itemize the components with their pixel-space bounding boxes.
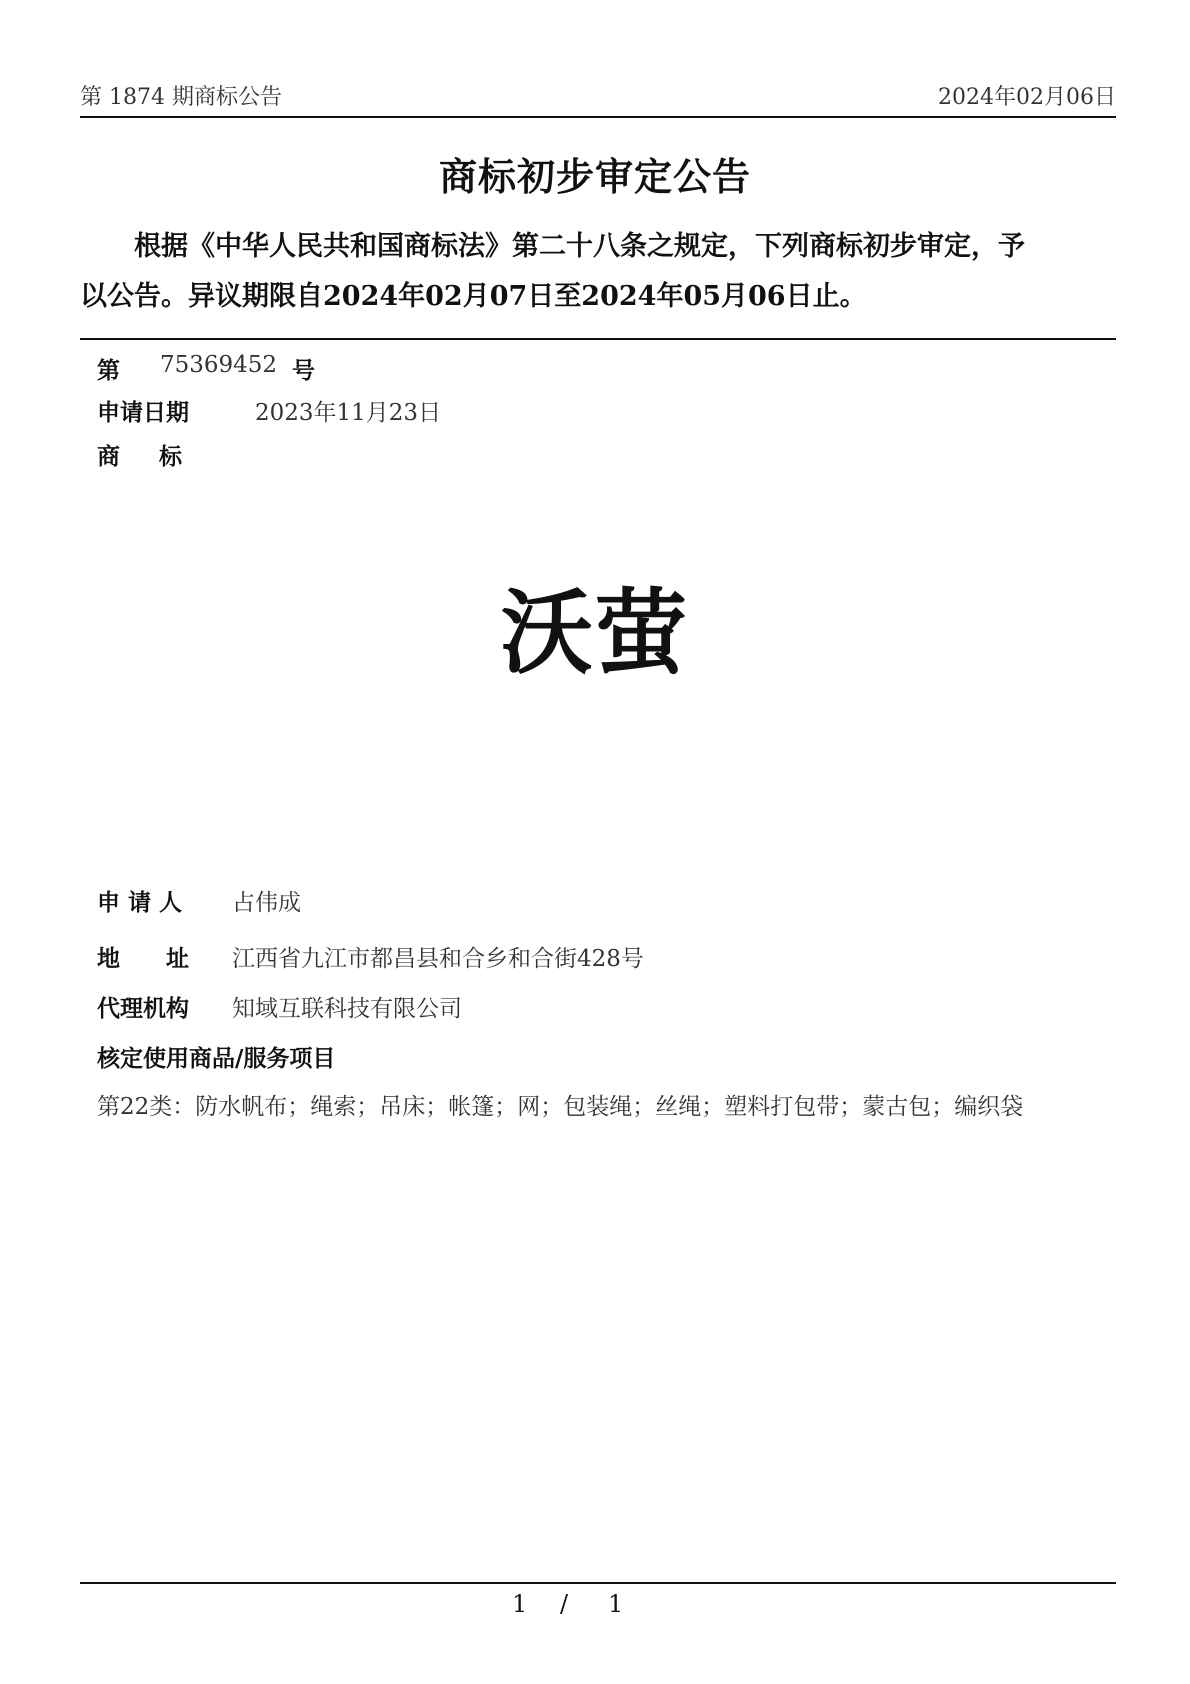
intro-paragraph — [80, 222, 1116, 322]
page-title: 商标初步审定公告 — [438, 154, 751, 199]
header-rule — [80, 116, 1116, 118]
number-prefix: 第 — [97, 357, 120, 384]
bulletin-date: 2024年02月06日 — [938, 85, 1116, 110]
applicant-label: 申 请 人 — [97, 889, 183, 916]
page-total: 1 — [608, 1590, 624, 1618]
agent-name: 知域互联科技有限公司 — [232, 996, 462, 1022]
intro-line-2: 以公告。异议期限自2024年02月07日至2024年05月06日止。 — [80, 281, 867, 312]
number-suffix: 号 — [292, 357, 315, 384]
footer-rule — [80, 1582, 1116, 1584]
applicant-name: 占伟成 — [232, 890, 301, 916]
filing-date: 2023年11月23日 — [255, 400, 442, 426]
applicant-address: 江西省九江市都昌县和合乡和合街428号 — [232, 946, 644, 972]
intro-rule — [80, 338, 1116, 340]
mark-label: 商 标 — [97, 443, 190, 470]
address-label: 地 址 — [97, 945, 189, 972]
goods-label: 核定使用商品/服务项目 — [97, 1045, 336, 1072]
bulletin-issue: 第 1874 期商标公告 — [80, 85, 282, 110]
trademark-text: 沃萤 — [500, 580, 689, 687]
filing-date-label: 申请日期 — [97, 399, 189, 426]
page-number: 1 — [512, 1590, 528, 1618]
goods-list: 第22类：防水帆布；绳索；吊床；帐篷；网；包装绳；丝绳；塑料打包带；蒙古包；编织袋 — [97, 1094, 1024, 1120]
page-separator: / — [560, 1590, 569, 1618]
intro-line-1: 根据《中华人民共和国商标法》第二十八条之规定，下列商标初步审定，予 — [134, 231, 1025, 262]
agent-label: 代理机构 — [97, 995, 189, 1022]
registration-number: 75369452 — [160, 352, 278, 378]
